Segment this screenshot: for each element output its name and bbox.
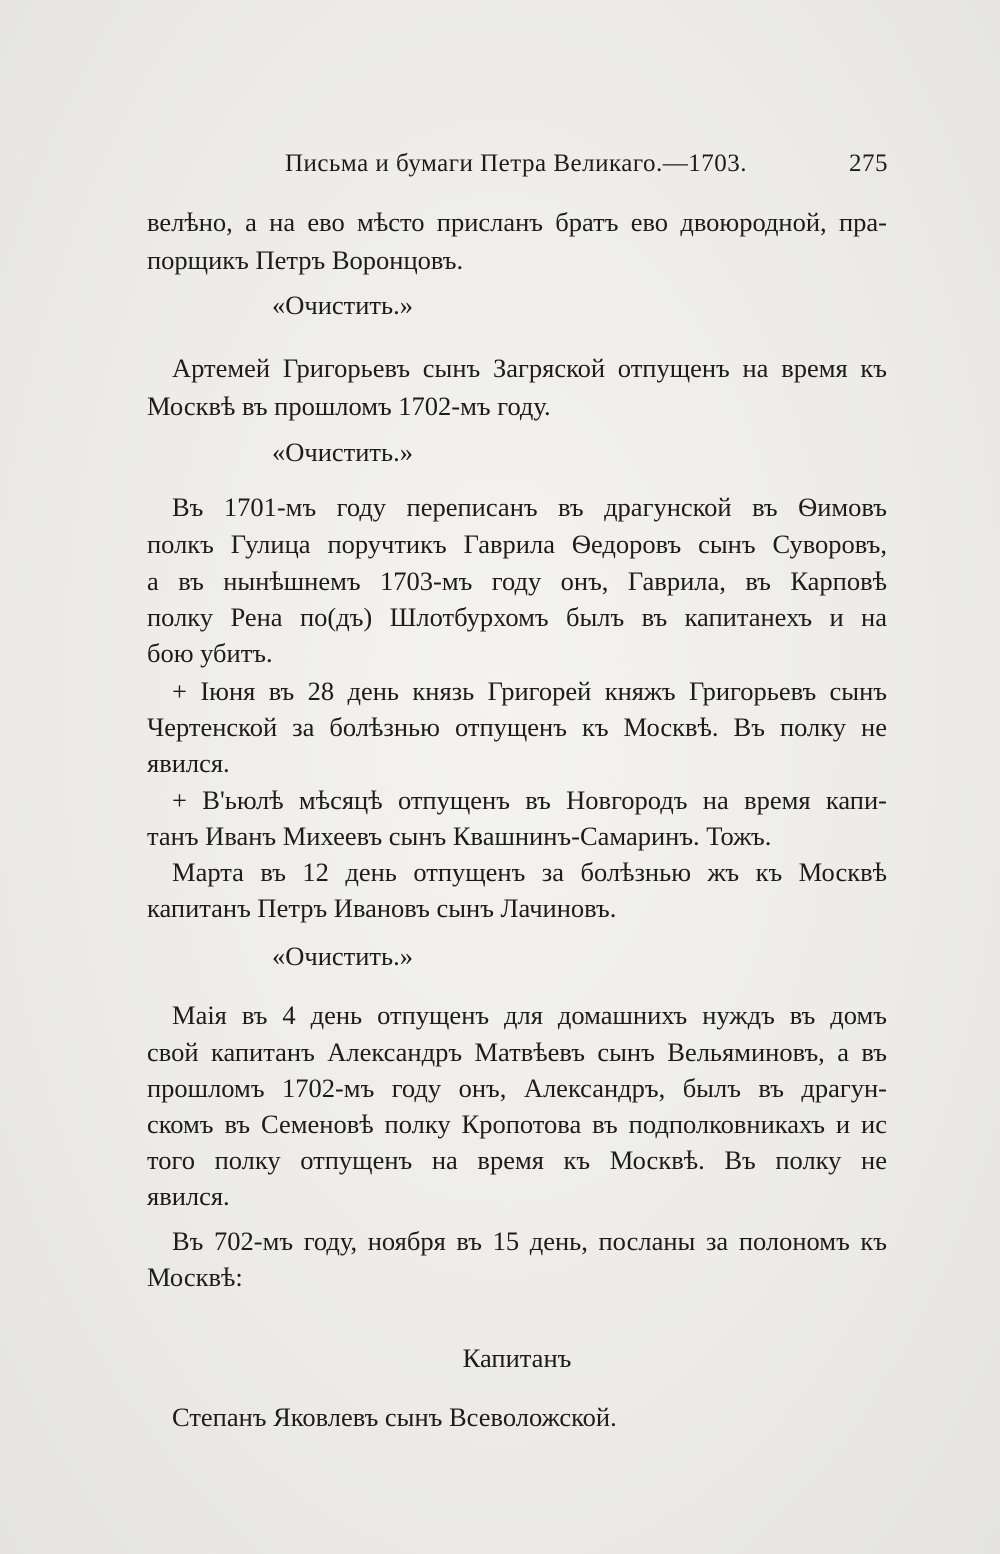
- text-line: скомъ въ Семеновѣ полку Кропотова въ подполковникахъ и ис: [147, 1109, 887, 1139]
- text-line: бою убитъ.: [147, 638, 273, 668]
- text-line: + Іюня въ 28 день князь Григорей княжъ Григорьевъ сынъ: [172, 676, 887, 706]
- text-line: Въ 702-мъ году, ноября въ 15 день, посланы за полономъ къ: [172, 1226, 887, 1256]
- resolution-mark: «Очистить.»: [272, 437, 413, 467]
- text-line: Въ 1701-мъ году переписанъ въ драгунской въ Ѳимовъ: [172, 492, 887, 522]
- text-line: порщикъ Петръ Воронцовъ.: [147, 245, 464, 275]
- text-line: Маія въ 4 день отпущенъ для домашнихъ нуждъ въ домъ: [172, 1000, 887, 1030]
- text-line: полкъ Гулица поручтикъ Гаврила Ѳедоровъ сынъ Суворовъ,: [147, 529, 887, 559]
- text-line: Марта въ 12 день отпущенъ за болѣзнью жъ къ Москвѣ: [172, 857, 887, 887]
- text-line: явился.: [147, 748, 230, 778]
- text-line: того полку отпущенъ на время къ Москвѣ. Въ полку не: [147, 1145, 887, 1175]
- text-line: танъ Иванъ Михеевъ сынъ Квашнинъ-Самаринъ. Тожъ.: [147, 821, 772, 851]
- resolution-mark: «Очистить.»: [272, 290, 413, 320]
- text-line: Москвѣ въ прошломъ 1702-мъ году.: [147, 391, 551, 421]
- text-line: полку Рена по(дъ) Шлотбурхомъ былъ въ капитанехъ и на: [147, 602, 887, 632]
- text-line: + В'ьюлѣ мѣсяцѣ отпущенъ въ Новгородъ на время капи-: [172, 785, 887, 815]
- text-line: велѣно, а на ево мѣсто присланъ братъ ево двоюродной, пра-: [147, 207, 887, 237]
- text-line: прошломъ 1702-мъ году онъ, Александръ, былъ въ драгун-: [147, 1073, 887, 1103]
- resolution-mark: «Очистить.»: [272, 941, 413, 971]
- text-line: Степанъ Яковлевъ сынъ Всеволожской.: [172, 1402, 617, 1432]
- text-line: а въ нынѣшнемъ 1703-мъ году онъ, Гаврила, въ Карповѣ: [147, 566, 887, 596]
- section-heading: Капитанъ: [462, 1343, 572, 1373]
- running-head: [145, 150, 888, 180]
- text-line: Артемей Григорьевъ сынъ Загряской отпущенъ на время къ: [172, 353, 887, 383]
- text-line: капитанъ Петръ Ивановъ сынъ Лачиновъ.: [147, 893, 617, 923]
- text-line: Чертенской за болѣзнью отпущенъ къ Москвѣ. Въ полку не: [147, 712, 887, 742]
- running-head-title: Письма и бумаги Петра Великаго.—1703.: [285, 150, 747, 177]
- page-number: 275: [849, 150, 888, 177]
- text-line: Москвѣ:: [147, 1262, 243, 1292]
- text-line: свой капитанъ Александръ Матвѣевъ сынъ Вельяминовъ, а въ: [147, 1037, 887, 1067]
- text-line: явился.: [147, 1181, 230, 1211]
